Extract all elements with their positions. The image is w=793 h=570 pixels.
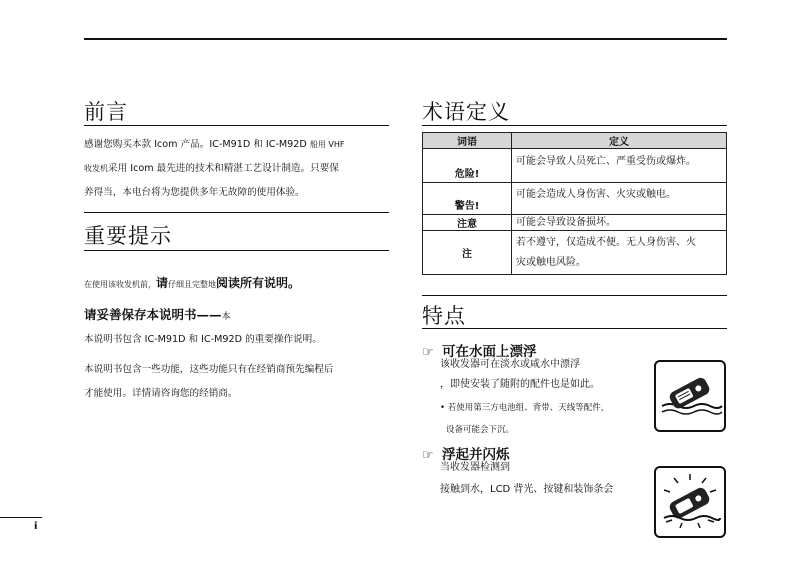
terms-table [422, 132, 727, 275]
table-header-row [423, 133, 727, 149]
definition-cell: 可能会导致设备损坏。 [512, 215, 727, 231]
definition-cell: 若不遵守，仅造成不便。无人身伤害、火 灾或触电风险。 [512, 231, 727, 275]
important-top-rule [84, 212, 389, 213]
features-top-rule [422, 295, 727, 296]
feature-float-note-1: • 若使用第三方电池组、背带、天线等配件， [440, 403, 610, 413]
terms-rule [422, 125, 727, 126]
term-cell: 注 [423, 231, 512, 275]
term-cell: 注意 [423, 215, 512, 231]
dealer-func-line-1: 本说明书包含一些功能，这些功能只有在经销商预先编程后 [84, 364, 334, 375]
table-row [423, 215, 727, 231]
preface-line-1: 感谢您购买本款 Icom 产品。IC-M91D 和 IC-M92D 船用 VHF [84, 139, 345, 150]
feature-float-note-2: 设备可能会下沉。 [446, 425, 515, 435]
feature-float-title: ☞ 可在水面上漂浮 [422, 344, 537, 360]
dealer-func-line-2: 才能使用。详情请咨询您的经销商。 [84, 388, 238, 399]
feature-flash-title: ☞ 浮起并闪烁 [422, 447, 510, 463]
feature-float-line-1: 该收发器可在淡水或咸水中漂浮 [440, 359, 580, 370]
features-rule [422, 328, 727, 329]
read-instructions: 在使用该收发机前，请仔细且完整地阅读所有说明。 [84, 276, 301, 290]
features-title: 特点 [422, 304, 466, 328]
header-term: 词语 [423, 133, 512, 149]
pointing-hand-icon: ☞ [422, 345, 434, 360]
preface-title: 前言 [84, 100, 128, 124]
definition-cell: 可能会导致人员死亡、严重受伤或爆炸。 [512, 149, 727, 183]
top-rule [84, 38, 727, 40]
table-row [423, 149, 727, 183]
keep-manual-heading: 请妥善保存本说明书——本 [84, 307, 231, 322]
feature-flash-line-1: 当收发器检测到 [440, 462, 510, 473]
important-title: 重要提示 [84, 224, 172, 248]
feature-flash-line-2: 接触到水，LCD 背光、按键和装饰条会 [440, 484, 614, 495]
term-cell: 危险! [423, 149, 512, 183]
preface-line-2: 收发机采用 Icom 最先进的技术和精湛工艺设计制造。只要保 [84, 163, 339, 174]
floating-radio-icon [654, 360, 726, 432]
pointing-hand-icon: ☞ [422, 448, 434, 463]
float-n-flash-icon [654, 466, 726, 538]
keep-manual-text: 本说明书包含 IC-M91D 和 IC-M92D 的重要操作说明。 [84, 334, 322, 345]
page-number-rule [0, 517, 42, 518]
definition-cell: 可能会造成人身伤害、火灾或触电。 [512, 183, 727, 215]
table-row [423, 231, 727, 275]
preface-line-3: 养得当，本电台将为您提供多年无故障的使用体验。 [84, 187, 305, 198]
header-definition: 定义 [512, 133, 727, 149]
preface-rule [84, 125, 389, 126]
feature-float-line-2: ，即使安装了随附的配件也是如此。 [440, 379, 600, 390]
terms-title: 术语定义 [422, 100, 510, 124]
page-number: i [34, 521, 38, 532]
term-cell: 警告! [423, 183, 512, 215]
important-rule [84, 250, 389, 251]
table-row [423, 183, 727, 215]
